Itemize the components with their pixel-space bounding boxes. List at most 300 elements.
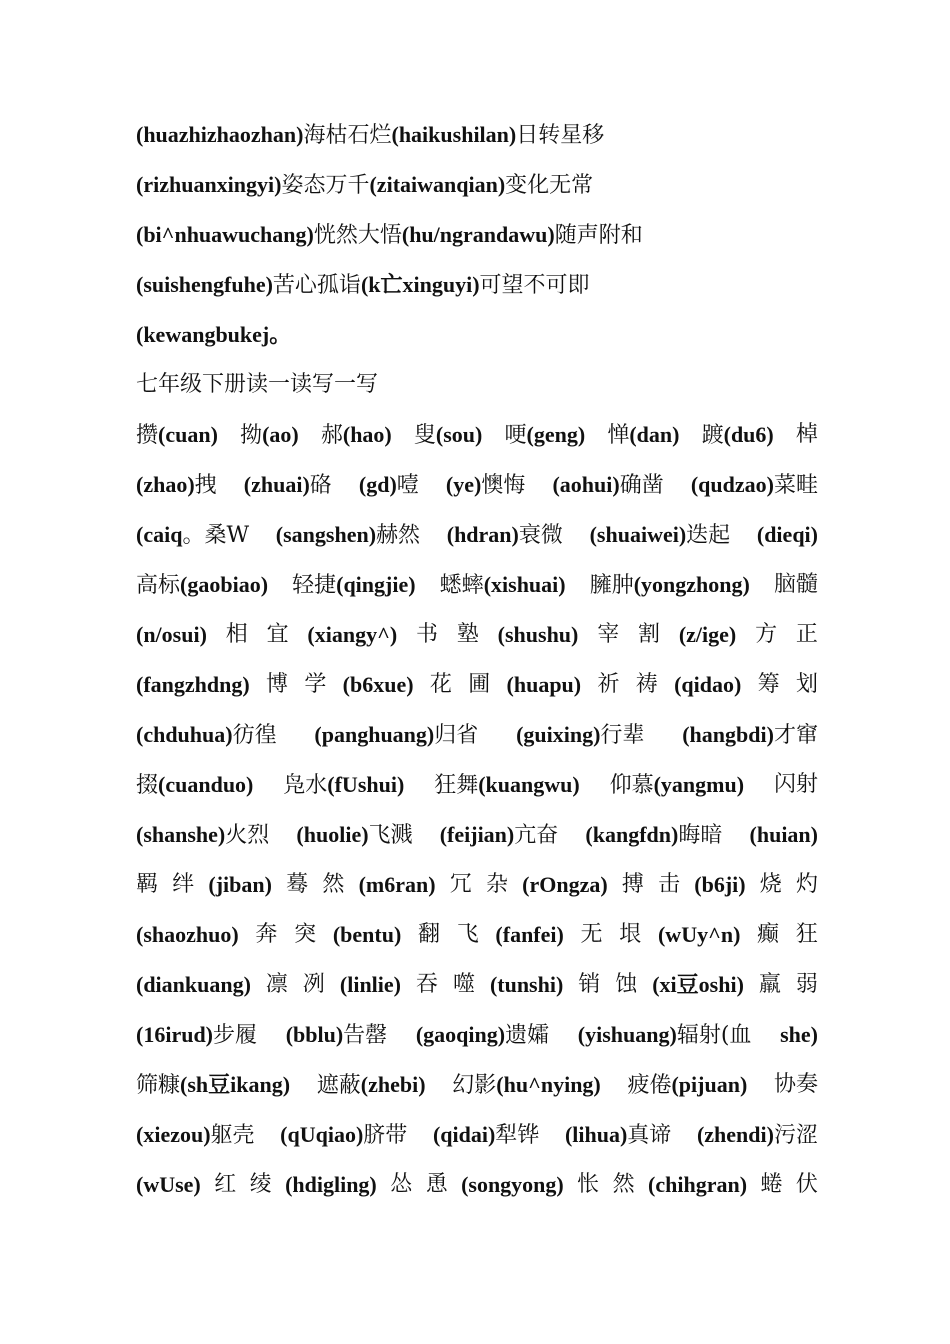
word-entry — [691, 460, 818, 510]
chinese-text: 然 — [322, 872, 345, 897]
chinese-text: 遮蔽 — [316, 1073, 361, 1098]
pinyin-text: (gaoqing) — [415, 1022, 506, 1047]
text-line — [136, 1110, 818, 1160]
word-entry — [679, 610, 736, 660]
chinese-text: 博 — [266, 672, 289, 697]
word-entry — [361, 273, 590, 298]
word-entry — [694, 860, 745, 910]
word-entry — [136, 123, 392, 148]
chinese-text: 污涩 — [773, 1123, 818, 1148]
pinyin-text: (n/osui) — [136, 622, 207, 647]
word-entry — [440, 560, 566, 610]
chinese-text: 惮 — [607, 423, 630, 448]
word-entry — [468, 660, 490, 710]
word-entry — [627, 1060, 747, 1110]
pinyin-text: (dan) — [629, 422, 680, 447]
pinyin-text: (cuan) — [158, 422, 218, 447]
pinyin-text: (pijuan) — [671, 1072, 748, 1097]
text-line — [136, 560, 818, 610]
word-entry — [369, 173, 593, 198]
word-entry — [416, 960, 438, 1010]
chinese-text: 掇 — [136, 773, 159, 798]
word-entry — [307, 610, 397, 660]
word-entry — [516, 710, 644, 760]
word-entry — [136, 173, 369, 198]
word-entry — [136, 372, 378, 397]
word-entry — [447, 510, 563, 560]
word-entry — [226, 610, 248, 660]
word-entry — [426, 1160, 448, 1210]
word-entry — [317, 1060, 426, 1110]
pinyin-text: (zhebi) — [360, 1072, 426, 1097]
chinese-text: 晦暗 — [678, 823, 723, 848]
word-entry — [333, 910, 401, 960]
pinyin-text: (16irud) — [136, 1022, 213, 1047]
chinese-text: 宜 — [266, 622, 289, 647]
chinese-text: 脐带 — [363, 1123, 408, 1148]
pinyin-text: (ao) — [262, 422, 299, 447]
chinese-text: 遗孀 — [505, 1023, 550, 1048]
word-entry — [755, 610, 777, 660]
word-entry — [416, 610, 438, 660]
pinyin-text: (yongzhong) — [633, 572, 750, 597]
chinese-text: 搏 — [621, 872, 644, 897]
chinese-text: 方 — [755, 622, 778, 647]
word-entry — [674, 660, 741, 710]
chinese-text: 祈 — [597, 672, 620, 697]
pinyin-text: (shuaiwei) — [589, 522, 687, 547]
pinyin-text: she) — [780, 1022, 818, 1047]
word-entry — [759, 960, 781, 1010]
pinyin-text: (sangshen) — [275, 522, 377, 547]
word-entry — [682, 710, 818, 760]
text-line — [136, 160, 818, 210]
chinese-text: 癫 — [757, 922, 780, 947]
chinese-text: 迭起 — [686, 523, 731, 548]
word-entry — [796, 410, 818, 460]
pinyin-text: (xishuai) — [483, 572, 566, 597]
word-entry — [796, 910, 818, 960]
chinese-text: 突 — [294, 922, 317, 947]
chinese-text: 无 — [580, 922, 603, 947]
chinese-text: 伏 — [795, 1172, 818, 1197]
word-entry — [255, 910, 277, 960]
document-page — [136, 110, 818, 1210]
word-entry — [286, 1010, 388, 1060]
chinese-text: 闪射 — [773, 772, 818, 797]
word-entry — [340, 960, 401, 1010]
chinese-text: 冽 — [302, 972, 325, 997]
chinese-text: 拗 — [240, 423, 263, 448]
pinyin-text: (songyong) — [461, 1172, 564, 1197]
pinyin-text: (kangfdn) — [585, 822, 679, 847]
chinese-text: 蚀 — [615, 972, 638, 997]
pinyin-text: (k亡xinguyi) — [360, 272, 480, 297]
word-entry — [136, 1110, 255, 1160]
word-entry — [486, 860, 508, 910]
word-entry — [359, 460, 419, 510]
text-line — [136, 310, 818, 360]
word-entry — [565, 1110, 671, 1160]
pinyin-text: (zhendi) — [696, 1122, 774, 1147]
pinyin-text: (xi豆oshi) — [652, 972, 744, 997]
chinese-text: 弱 — [795, 972, 818, 997]
chinese-text: 变化无常 — [505, 173, 594, 198]
pinyin-text: (chduhua) — [136, 722, 233, 747]
text-line — [136, 910, 818, 960]
chinese-text: 随声附和 — [554, 223, 643, 248]
chinese-text: 拽 — [194, 473, 217, 498]
word-entry — [136, 223, 402, 248]
word-entry — [578, 1010, 752, 1060]
chinese-text: 行辈 — [600, 723, 645, 748]
chinese-text: 懊悔 — [481, 473, 526, 498]
chinese-text: 噎 — [396, 473, 419, 498]
chinese-text: 然 — [612, 1172, 635, 1197]
word-entry — [636, 660, 658, 710]
chinese-text: 凛 — [265, 972, 288, 997]
chinese-text: 杂 — [485, 872, 508, 897]
chinese-text: 苦心孤诣 — [272, 273, 361, 298]
chinese-text: 踱 — [701, 423, 724, 448]
word-entry — [498, 610, 579, 660]
chinese-text: 辐射(血 — [676, 1023, 752, 1048]
chinese-text: 筛糠 — [136, 1073, 181, 1098]
pinyin-text: (bentu) — [332, 922, 402, 947]
word-entry — [597, 660, 619, 710]
word-entry — [392, 123, 605, 148]
chinese-text: 塾 — [456, 622, 479, 647]
word-entry — [172, 860, 194, 910]
word-entry — [303, 960, 325, 1010]
word-entry — [648, 1160, 747, 1210]
pinyin-text: (chihgran) — [648, 1172, 748, 1197]
pinyin-text: (jiban) — [208, 872, 272, 897]
word-entry — [136, 460, 217, 510]
chinese-text: 衰微 — [518, 523, 563, 548]
chinese-text: 飞溅 — [368, 823, 413, 848]
chinese-text: 高标 — [136, 573, 181, 598]
word-entry — [578, 960, 600, 1010]
pinyin-text: (hdran) — [446, 522, 519, 547]
word-entry — [507, 660, 582, 710]
pinyin-text: (zhao) — [136, 472, 195, 497]
pinyin-text: (ye) — [445, 472, 482, 497]
pinyin-text: (shanshe) — [136, 822, 226, 847]
word-entry — [276, 510, 420, 560]
chinese-text: 狂 — [795, 922, 818, 947]
pinyin-text: (huolie) — [296, 822, 369, 847]
word-entry — [414, 410, 482, 460]
pinyin-text: (shushu) — [497, 622, 579, 647]
word-entry — [446, 460, 525, 510]
chinese-text: 绫 — [249, 1172, 272, 1197]
pinyin-text: (gaobiao) — [180, 572, 269, 597]
chinese-text: 蜷 — [760, 1172, 783, 1197]
word-entry — [505, 410, 586, 460]
word-entry — [136, 760, 253, 810]
chinese-text: 可望不可即 — [479, 273, 590, 298]
pinyin-text: (qudzao) — [690, 472, 774, 497]
chinese-text: 翻 — [417, 922, 440, 947]
text-line — [136, 810, 818, 860]
word-entry — [577, 1160, 599, 1210]
chinese-text: 灼 — [795, 872, 818, 897]
chinese-text: 硌 — [309, 473, 332, 498]
pinyin-text: (huian) — [749, 822, 818, 847]
chinese-text: 仰慕 — [609, 773, 654, 798]
chinese-text: 冗 — [449, 872, 472, 897]
word-entry — [208, 860, 272, 910]
pinyin-text: (qingjie) — [336, 572, 416, 597]
chinese-text: 恿 — [425, 1172, 448, 1197]
text-line — [136, 1160, 818, 1210]
chinese-text: 吞 — [415, 972, 438, 997]
pinyin-text: (rOngza) — [522, 872, 608, 897]
pinyin-text: (zhuai) — [243, 472, 310, 497]
word-entry — [774, 1060, 818, 1110]
word-entry — [322, 860, 344, 910]
word-entry — [433, 1110, 539, 1160]
word-entry — [457, 910, 479, 960]
word-entry — [136, 910, 239, 960]
chinese-text: 脑髓 — [773, 572, 818, 597]
pinyin-text: (panghuang) — [314, 722, 435, 747]
word-entry — [453, 960, 475, 1010]
word-entry — [613, 1160, 635, 1210]
word-entry — [266, 960, 288, 1010]
chinese-text: 亢奋 — [514, 823, 559, 848]
chinese-text: 日转星移 — [516, 123, 605, 148]
word-entry — [359, 860, 436, 910]
word-entry — [780, 1010, 818, 1060]
chinese-text: 躯壳 — [210, 1123, 255, 1148]
chinese-text: 幻影 — [452, 1073, 497, 1098]
word-entry — [304, 660, 326, 710]
word-entry — [294, 910, 316, 960]
chinese-text: 圃 — [468, 672, 491, 697]
word-entry — [638, 610, 660, 660]
chinese-text: 学 — [304, 672, 327, 697]
word-entry — [244, 460, 332, 510]
word-entry — [697, 1110, 818, 1160]
pinyin-text: (hao) — [342, 422, 392, 447]
word-entry — [136, 1010, 257, 1060]
pinyin-text: (rizhuanxingyi) — [136, 172, 282, 197]
pinyin-text: (suishengfuhe) — [136, 272, 273, 297]
chinese-text: 奔 — [255, 922, 278, 947]
chinese-text: 划 — [795, 672, 818, 697]
pinyin-text: (yishuang) — [577, 1022, 677, 1047]
word-entry — [757, 510, 818, 560]
word-entry — [136, 1060, 290, 1110]
text-line — [136, 210, 818, 260]
word-entry — [390, 1160, 412, 1210]
chinese-text: 海枯石烂 — [303, 123, 392, 148]
pinyin-text: (qidai) — [432, 1122, 496, 1147]
word-entry — [292, 560, 415, 610]
chinese-text: 郝 — [320, 423, 343, 448]
pinyin-text: (fanfei) — [495, 922, 564, 947]
word-entry — [652, 960, 744, 1010]
chinese-text: 销 — [578, 972, 601, 997]
pinyin-text: (wUse) — [136, 1172, 201, 1197]
word-entry — [314, 710, 478, 760]
pinyin-text: (lihua) — [564, 1122, 628, 1147]
pinyin-text: (sh豆ikang) — [180, 1072, 291, 1097]
chinese-text: 怅 — [577, 1172, 600, 1197]
pinyin-text: (fangzhdng) — [136, 672, 250, 697]
chinese-text: 臃肿 — [589, 573, 634, 598]
word-entry — [490, 960, 563, 1010]
word-entry — [267, 610, 289, 660]
pinyin-text: (geng) — [526, 422, 586, 447]
word-entry — [796, 960, 818, 1010]
word-entry — [610, 760, 744, 810]
word-entry — [750, 810, 818, 860]
pinyin-text: (xiezou) — [136, 1122, 211, 1147]
chinese-text: 七年级下册读一读写一写 — [136, 372, 379, 397]
pinyin-text: (du6) — [723, 422, 774, 447]
word-entry — [136, 510, 249, 560]
word-entry — [590, 560, 750, 610]
pinyin-text: (b6xue) — [342, 672, 414, 697]
chinese-text: 羸 — [758, 972, 781, 997]
word-entry — [296, 810, 412, 860]
pinyin-text: (cuanduo) — [158, 772, 254, 797]
chinese-text: 蟋蟀 — [439, 573, 484, 598]
text-line — [136, 360, 818, 410]
pinyin-text: (hdigling) — [285, 1172, 377, 1197]
word-entry — [796, 610, 818, 660]
chinese-text: 姿态万千 — [281, 173, 370, 198]
pinyin-text: (fUshui) — [327, 772, 405, 797]
chinese-text: 棹 — [795, 422, 818, 447]
word-entry — [796, 860, 818, 910]
word-entry — [585, 810, 722, 860]
pinyin-text: (guixing) — [516, 722, 601, 747]
chinese-text: 才窜 — [773, 723, 818, 748]
pinyin-text: (aohui) — [552, 472, 620, 497]
word-entry — [286, 860, 308, 910]
word-entry — [607, 410, 679, 460]
chinese-text: 犁铧 — [495, 1123, 540, 1148]
pinyin-text: (kewangbukej。 — [136, 322, 292, 347]
word-entry — [136, 410, 218, 460]
word-entry — [266, 660, 288, 710]
word-entry — [522, 860, 608, 910]
word-entry — [760, 1160, 782, 1210]
word-entry — [774, 560, 818, 610]
word-entry — [321, 410, 392, 460]
text-line — [136, 1060, 818, 1110]
pinyin-text: (qUqiao) — [280, 1122, 364, 1147]
word-entry — [658, 910, 740, 960]
pinyin-text: (feijian) — [439, 822, 515, 847]
word-entry — [552, 460, 663, 510]
chinese-text: 疲倦 — [627, 1073, 672, 1098]
word-entry — [136, 960, 251, 1010]
chinese-text: 狂舞 — [434, 773, 479, 798]
word-entry — [136, 323, 291, 348]
pinyin-text: (qidao) — [674, 672, 742, 697]
chinese-text: 正 — [795, 622, 818, 647]
chinese-text: 恍然大悟 — [313, 223, 402, 248]
pinyin-text: (bi^nhuawuchang) — [136, 222, 314, 247]
text-line — [136, 660, 818, 710]
pinyin-text: (sou) — [435, 422, 483, 447]
word-entry — [622, 860, 644, 910]
text-line — [136, 710, 818, 760]
pinyin-text: (tunshi) — [489, 972, 564, 997]
chinese-text: 确凿 — [619, 473, 664, 498]
word-entry — [619, 910, 641, 960]
chinese-text: 火烈 — [225, 823, 270, 848]
chinese-text: 击 — [658, 872, 681, 897]
chinese-text: 相 — [225, 622, 248, 647]
word-entry — [757, 910, 779, 960]
pinyin-text: (xiangy^) — [307, 622, 398, 647]
word-entry — [136, 560, 268, 610]
pinyin-text: (hu/ngrandawu) — [401, 222, 555, 247]
chinese-text: 哽 — [504, 423, 527, 448]
chinese-text: 轻捷 — [292, 573, 337, 598]
pinyin-text: (gd) — [358, 472, 397, 497]
chinese-text: 筹 — [757, 672, 780, 697]
chinese-text: 垠 — [619, 922, 642, 947]
word-entry — [240, 410, 299, 460]
word-entry — [760, 860, 782, 910]
chinese-text: 菜畦 — [773, 473, 818, 498]
chinese-text: 宰 — [597, 622, 620, 647]
word-entry — [796, 660, 818, 710]
chinese-text: 噬 — [452, 972, 475, 997]
word-entry — [658, 860, 680, 910]
chinese-text: 真谛 — [627, 1123, 672, 1148]
chinese-text: 红 — [214, 1172, 237, 1197]
pinyin-text: (hu^nying) — [496, 1072, 601, 1097]
pinyin-text: (wUy^n) — [657, 922, 741, 947]
chinese-text: 怂 — [390, 1172, 413, 1197]
pinyin-text: (shaozhuo) — [136, 922, 239, 947]
word-entry — [136, 273, 361, 298]
pinyin-text: (kuangwu) — [478, 772, 580, 797]
word-entry — [758, 660, 780, 710]
chinese-text: 。桑W — [182, 523, 250, 548]
word-entry — [615, 960, 637, 1010]
chinese-text: 祷 — [635, 672, 658, 697]
word-entry — [136, 660, 250, 710]
pinyin-text: (bblu) — [285, 1022, 344, 1047]
word-entry — [416, 1010, 549, 1060]
word-entry — [590, 510, 731, 560]
pinyin-text: (z/ige) — [678, 622, 737, 647]
text-line — [136, 510, 818, 560]
pinyin-text: (zitaiwanqian) — [369, 172, 506, 197]
pinyin-text: (linlie) — [339, 972, 401, 997]
chinese-text: 花 — [429, 672, 452, 697]
word-entry — [434, 760, 580, 810]
word-entry — [283, 760, 404, 810]
chinese-text: 凫水 — [283, 773, 328, 798]
pinyin-text: (hangbdi) — [682, 722, 774, 747]
word-entry — [136, 610, 207, 660]
pinyin-text: (huazhizhaozhan) — [136, 122, 304, 147]
word-entry — [457, 610, 479, 660]
chinese-text: 叟 — [413, 423, 436, 448]
word-entry — [440, 810, 559, 860]
pinyin-text: (haikushilan) — [391, 122, 517, 147]
